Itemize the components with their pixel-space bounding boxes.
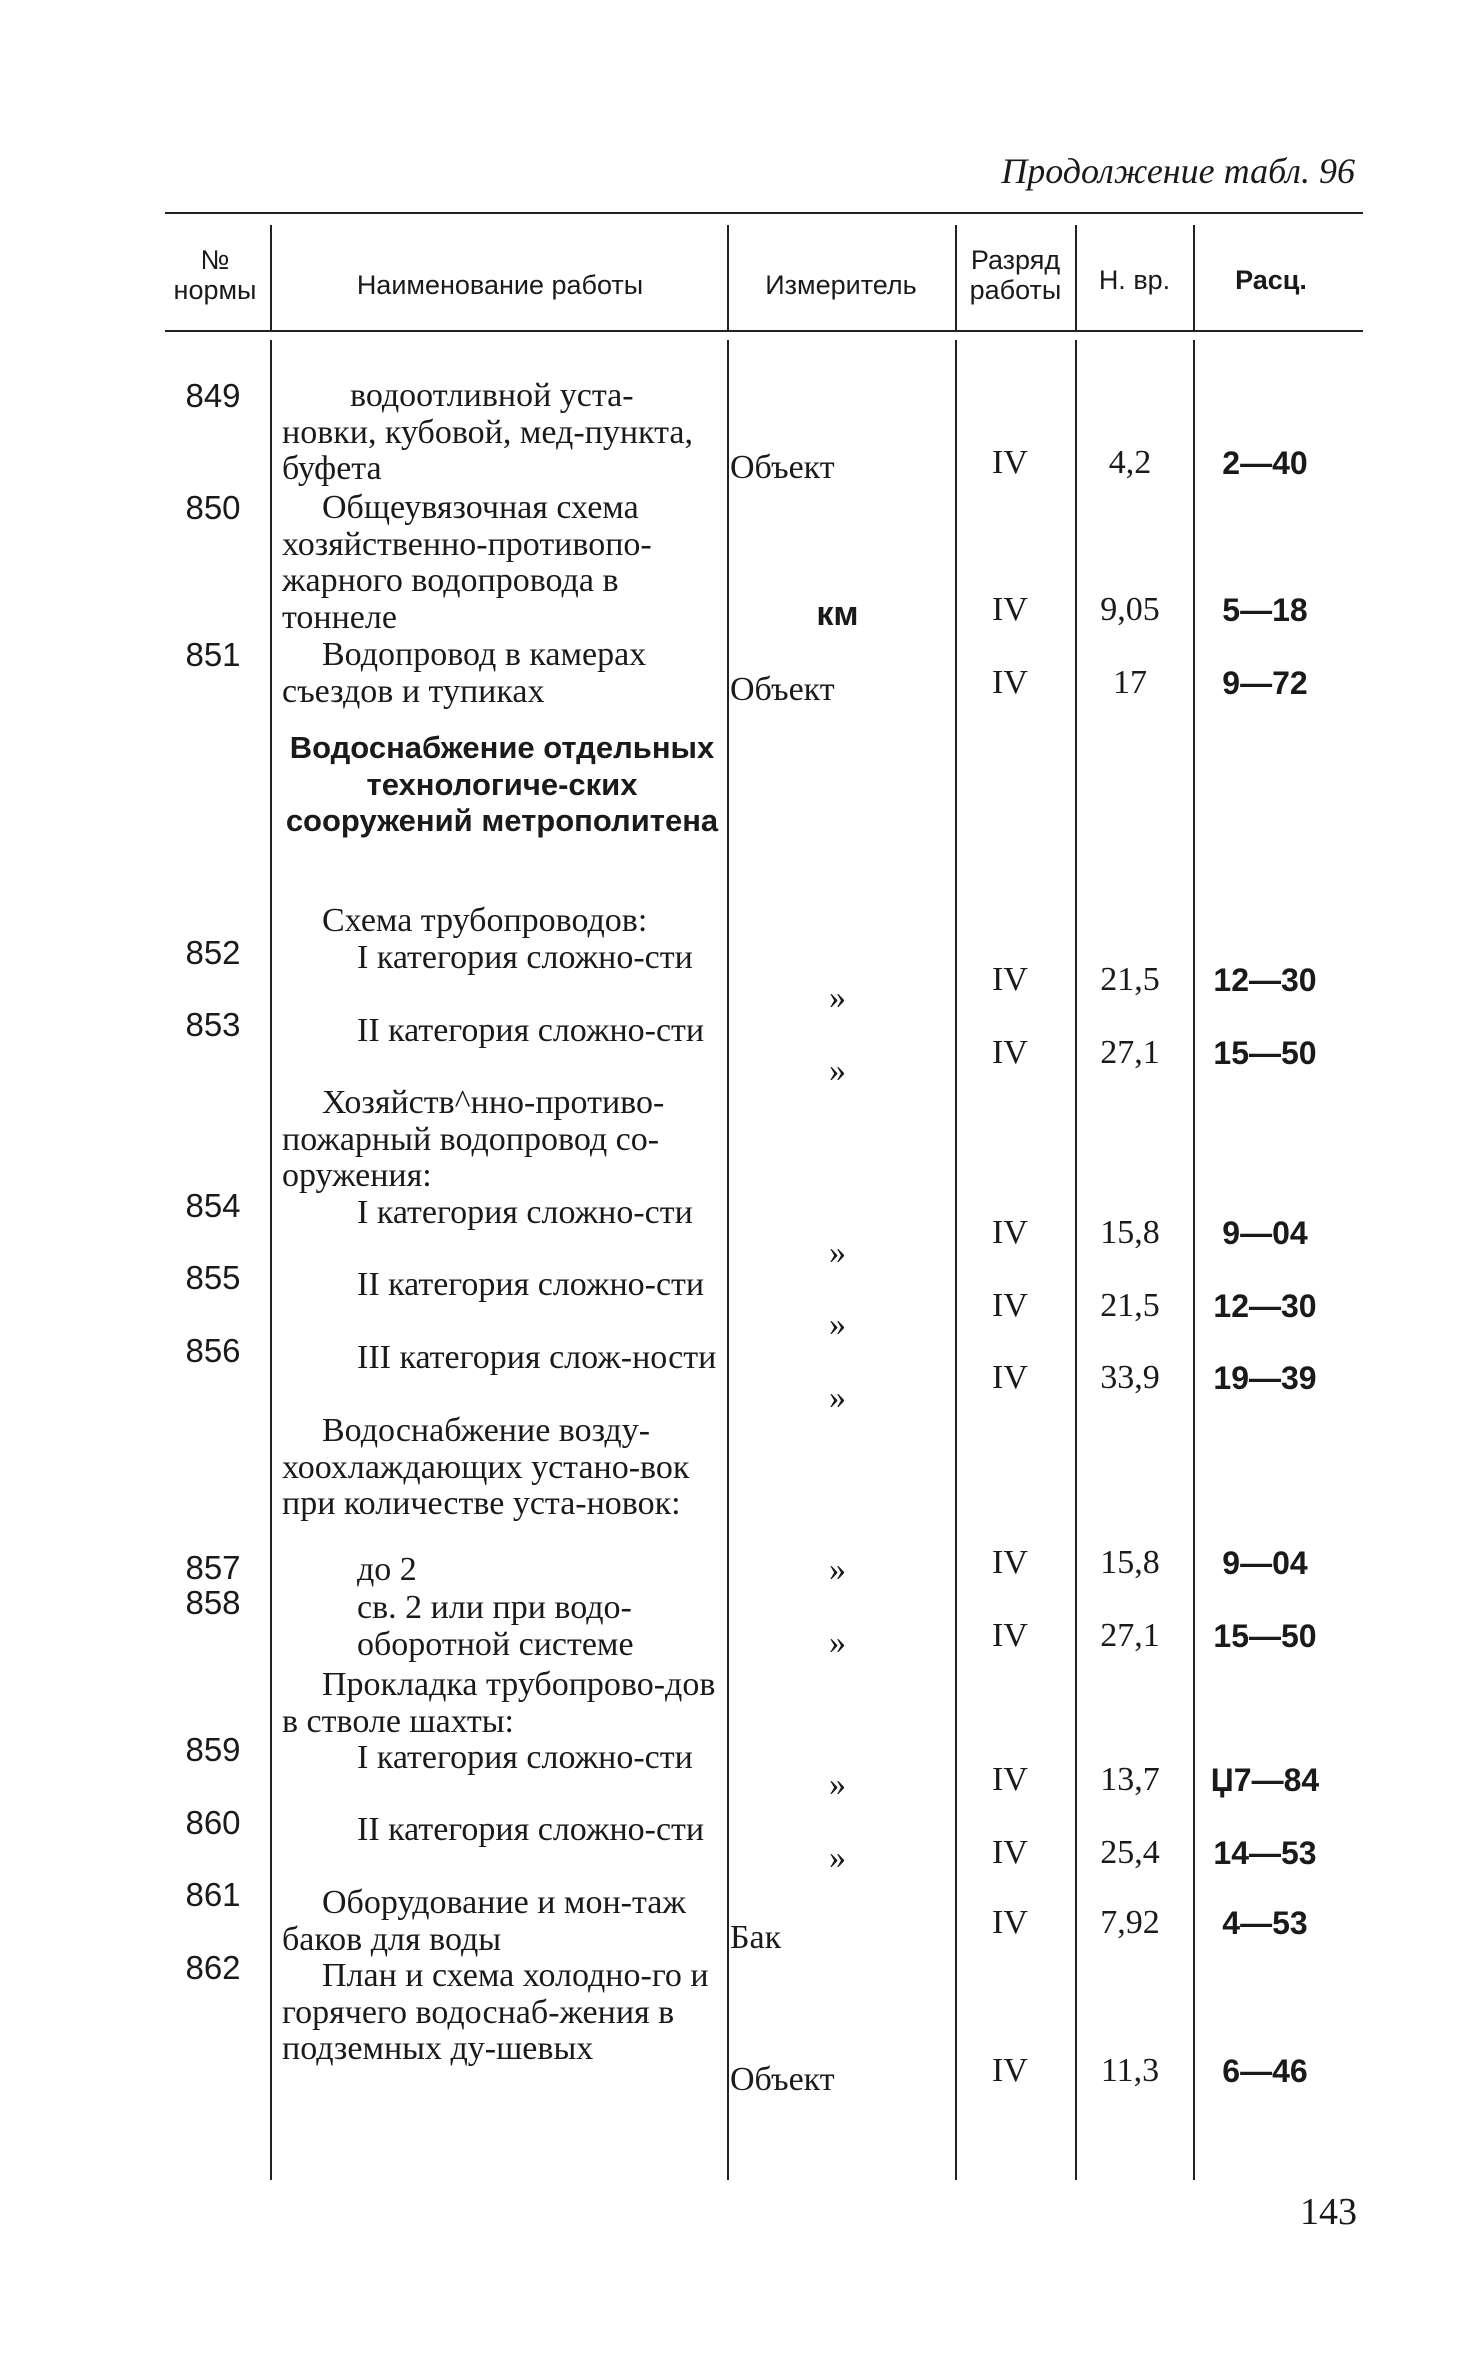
grade: IV xyxy=(992,1034,1028,1071)
body-divider-1 xyxy=(270,340,272,2180)
time-norm: 11,3 xyxy=(1100,2052,1160,2089)
unit: Объект xyxy=(730,671,835,708)
table-continuation-heading: Продолжение табл. 96 xyxy=(1001,151,1355,191)
grade: IV xyxy=(992,444,1028,481)
group-heading: Прокладка трубопрово-дов в стволе шахты: xyxy=(282,1666,716,1740)
work-name: св. 2 или при водо-оборотной системе xyxy=(357,1589,634,1663)
unit: Бак xyxy=(730,1919,782,1956)
grade: IV xyxy=(992,591,1028,628)
unit: » xyxy=(829,1766,846,1803)
rate: 9—04 xyxy=(1222,1545,1308,1581)
unit: » xyxy=(829,1624,846,1661)
body-divider-2 xyxy=(727,340,729,2180)
time-norm: 13,7 xyxy=(1100,1761,1160,1798)
rate: 9—72 xyxy=(1222,665,1308,701)
header-divider-3 xyxy=(955,225,957,330)
norm-number: 861 xyxy=(185,1876,241,1913)
norm-number: 862 xyxy=(185,1949,241,1986)
header-top-rule xyxy=(165,212,1363,214)
grade: IV xyxy=(992,1617,1028,1654)
rate: 2—40 xyxy=(1222,445,1308,481)
unit: Объект xyxy=(730,449,835,486)
norm-number: 860 xyxy=(185,1804,241,1841)
grade: IV xyxy=(992,1214,1028,1251)
norm-number: 855 xyxy=(185,1259,241,1296)
time-norm: 21,5 xyxy=(1100,961,1160,998)
rate: 19—39 xyxy=(1213,1360,1317,1396)
grade: IV xyxy=(992,1904,1028,1941)
time-norm: 27,1 xyxy=(1100,1034,1160,1071)
header-unit: Измеритель xyxy=(765,270,917,300)
group-heading: Хозяйств^нно-противо-пожарный водопровод со-оружения: xyxy=(282,1084,665,1194)
rate: 15—50 xyxy=(1213,1618,1317,1654)
time-norm: 9,05 xyxy=(1100,591,1160,628)
header-divider-1 xyxy=(270,225,272,330)
work-name: Общеувязочная схема хозяйственно-противопо-жарного водопровода в тоннеле xyxy=(282,489,652,636)
time-norm: 21,5 xyxy=(1100,1287,1160,1324)
rate: 12—30 xyxy=(1213,962,1317,998)
rate: 9—04 xyxy=(1222,1215,1308,1251)
header-divider-5 xyxy=(1193,225,1195,330)
rate: 4—53 xyxy=(1222,1905,1308,1941)
unit: » xyxy=(829,1551,846,1588)
rate: 5—18 xyxy=(1222,592,1308,628)
rate: 12—30 xyxy=(1213,1288,1317,1324)
grade: IV xyxy=(992,1761,1028,1798)
time-norm: 17 xyxy=(1113,664,1147,701)
work-name: Оборудование и мон-таж баков для воды xyxy=(282,1884,686,1958)
rate: 14—53 xyxy=(1213,1835,1317,1871)
norm-number: 859 xyxy=(185,1731,241,1768)
rate: 6—46 xyxy=(1222,2053,1308,2089)
time-norm: 33,9 xyxy=(1100,1359,1160,1396)
norm-number: 853 xyxy=(185,1006,241,1043)
group-heading: Схема трубопроводов: xyxy=(322,902,648,939)
grade: IV xyxy=(992,1287,1028,1324)
grade: IV xyxy=(992,664,1028,701)
work-name: II категория сложно-сти xyxy=(357,1811,705,1848)
work-name: I категория сложно-сти xyxy=(357,1194,693,1231)
unit: км xyxy=(816,595,859,633)
work-name: Водопровод в камерах съездов и тупиках xyxy=(282,636,647,710)
work-name: водоотливной уста-новки, кубовой, мед-пункта, буфета xyxy=(282,377,693,487)
time-norm: 15,8 xyxy=(1100,1214,1160,1251)
work-name: I категория сложно-сти xyxy=(357,939,693,976)
work-name: до 2 xyxy=(357,1551,417,1588)
time-norm: 4,2 xyxy=(1108,444,1152,481)
norm-number: 857 xyxy=(185,1549,241,1586)
page-number: 143 xyxy=(1300,2191,1357,2233)
unit: » xyxy=(829,1379,846,1416)
norm-number: 850 xyxy=(185,489,241,526)
time-norm: 15,8 xyxy=(1100,1544,1160,1581)
header-work-name: Наименование работы xyxy=(356,270,644,300)
grade: IV xyxy=(992,961,1028,998)
rate: Џ7—84 xyxy=(1210,1762,1320,1798)
norm-number: 858 xyxy=(185,1584,241,1621)
grade: IV xyxy=(992,2052,1028,2089)
time-norm: 25,4 xyxy=(1100,1834,1160,1871)
norm-number: 854 xyxy=(185,1187,241,1224)
header-time-norm: Н. вр. xyxy=(1098,265,1171,295)
header-number: № нормы xyxy=(173,245,257,305)
time-norm: 27,1 xyxy=(1100,1617,1160,1654)
norm-number: 856 xyxy=(185,1332,241,1369)
unit: » xyxy=(829,1052,846,1089)
work-name: I категория сложно-сти xyxy=(357,1739,693,1776)
norm-number: 852 xyxy=(185,934,241,971)
norm-number: 849 xyxy=(185,377,241,414)
header-bottom-rule xyxy=(165,330,1363,332)
unit: » xyxy=(829,1234,846,1271)
header-divider-4 xyxy=(1075,225,1077,330)
header-divider-2 xyxy=(727,225,729,330)
unit: » xyxy=(829,1839,846,1876)
unit: Объект xyxy=(730,2061,835,2098)
work-name: II категория сложно-сти xyxy=(357,1266,705,1303)
work-name: План и схема холодно-го и горячего водоснаб-жения в подземных ду-шевых xyxy=(282,1957,709,2067)
header-grade: Разряд работы xyxy=(969,245,1062,305)
grade: IV xyxy=(992,1359,1028,1396)
unit: » xyxy=(829,1306,846,1343)
norm-number: 851 xyxy=(185,636,241,673)
section-heading: Водоснабжение отдельных технологиче-ских сооружений метрополитена xyxy=(285,730,719,838)
work-name: II категория сложно-сти xyxy=(357,1012,705,1049)
unit: » xyxy=(829,979,846,1016)
header-rate: Расц. xyxy=(1235,265,1307,295)
time-norm: 7,92 xyxy=(1100,1904,1160,1941)
work-name: III категория слож-ности xyxy=(357,1339,717,1376)
rate: 15—50 xyxy=(1213,1035,1317,1071)
group-heading: Водоснабжение возду-хоохлаждающих устано-вок при количестве уста-новок: xyxy=(282,1412,690,1522)
grade: IV xyxy=(992,1834,1028,1871)
grade: IV xyxy=(992,1544,1028,1581)
